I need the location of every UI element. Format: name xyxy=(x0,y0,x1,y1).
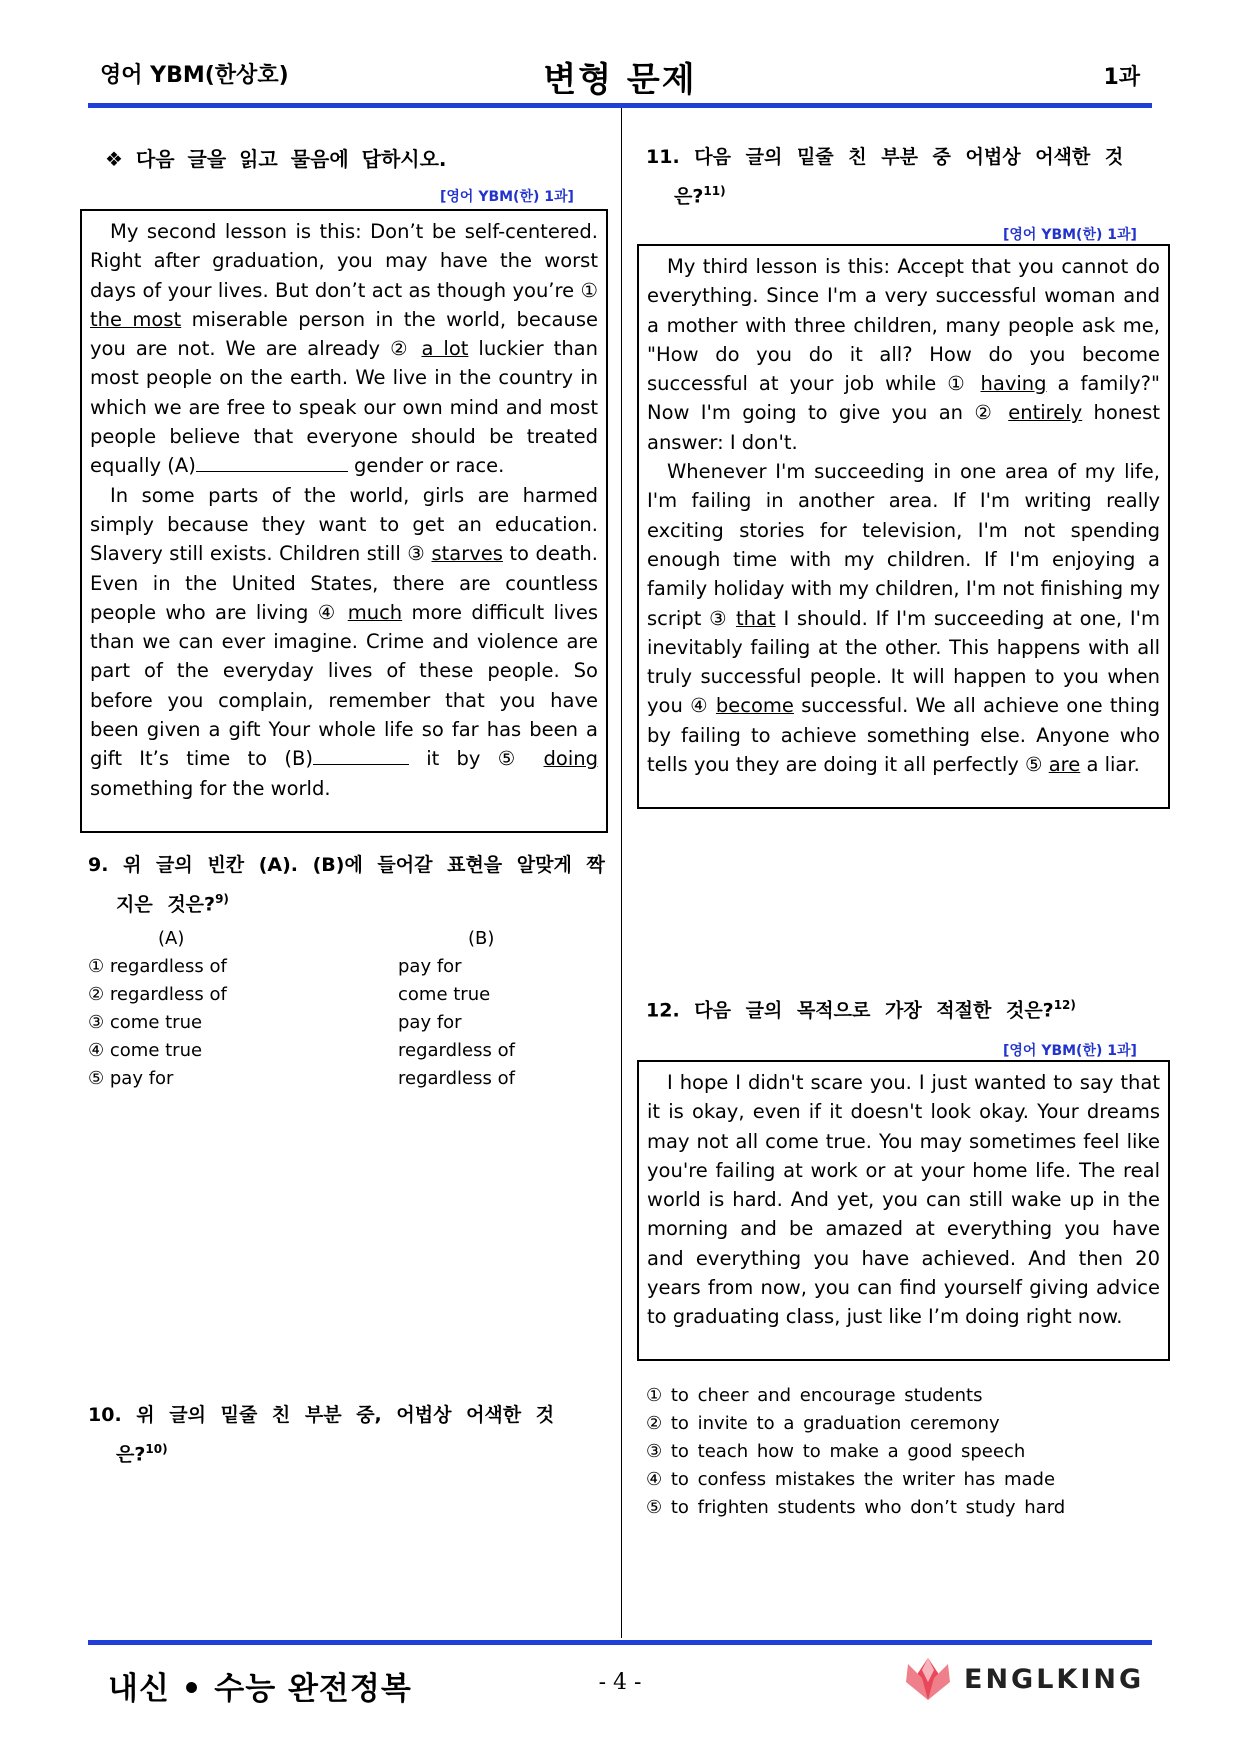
column-divider xyxy=(621,108,622,1638)
question-9-options xyxy=(88,925,515,1093)
header-rule xyxy=(88,103,1152,108)
question-10: 10. 위 글의 밑줄 친 부분 중, 어법상 어색한 것 은?$^{10)}$ xyxy=(88,1404,555,1466)
underlined-3: that xyxy=(736,606,776,630)
paragraph: My third lesson is this: Accept that you cannot do everything. Since I'm a very successful woman and a mother with three children, many people ask me, "How do you do it all? How do you become successful at your job while ① having a family?" Now I'm going to give you an ② entirely honest answer: I don't. xyxy=(647,255,1160,454)
footer-slogan: 내신 • 수능 완전정복 xyxy=(108,1671,412,1707)
underlined-2: entirely xyxy=(1008,401,1083,425)
underlined-1: having xyxy=(980,372,1047,396)
blank-b xyxy=(313,746,409,765)
column-b-header: (B) xyxy=(468,928,495,949)
underlined-4: become xyxy=(715,694,794,718)
column-a-header: (A) xyxy=(158,928,185,949)
passage-lesson-three xyxy=(637,244,1170,809)
passage-graduation xyxy=(637,1060,1170,1361)
underlined-1: the most xyxy=(90,307,182,331)
option-row[interactable]: ④ come true regardless of xyxy=(88,1040,515,1061)
source-tag: [영어 YBM(한) 1과] xyxy=(1003,227,1137,243)
option-row[interactable]: ⑤ to frighten students who don’t study hard xyxy=(646,1497,1066,1518)
option-row[interactable]: ⑤ pay for regardless of xyxy=(88,1068,515,1089)
question-11: 11. 다음 글의 밑줄 친 부분 중 어법상 어색한 것 은?$^{11)}$ xyxy=(646,146,1124,208)
paragraph: In some parts of the world, girls are harmed simply because they want to get an education. Slavery still exists. Children still ③ starves to death. Even in the United States, there are countless people who are living ④ much more difficult lives than we can ever imagine. Crime and violence are part of the everyday lives of these people. So before you complain, remember that you have been given a gift Your whole life so far has been a gift It’s time to (B) it by ⑤ doing something for the world. xyxy=(90,483,599,800)
option-row[interactable]: ② to invite to a graduation ceremony xyxy=(646,1413,1000,1434)
brand-logo xyxy=(900,1654,1144,1704)
option-row[interactable]: ② regardless of come true xyxy=(88,984,491,1005)
question-12-options xyxy=(646,1382,1065,1522)
option-row[interactable]: ① regardless of pay for xyxy=(88,956,462,977)
footer-rule xyxy=(88,1640,1152,1645)
underlined-2: a lot xyxy=(421,337,469,361)
header-subject: 영어 YBM(한상호) xyxy=(100,63,289,88)
instruction: ❖ 다음 글을 읽고 물음에 답하시오. xyxy=(105,147,447,171)
paragraph: Whenever I'm succeeding in one area of my life, I'm failing in another area. If I'm writing really exciting stories for television, I'm not spending enough time with my children. If I'm enjoying a family holiday with my children, I'm not finishing my script ③ that I should. If I'm succeeding at one, I'm inevitably failing at the other. This happens with all truly successful people. It will happen to you when you ④ become successful. We all achieve one thing by failing to achieve something else. Anyone who tells you they are doing it all perfectly ⑤ are a liar. xyxy=(647,460,1160,777)
option-row[interactable]: ① to cheer and encourage students xyxy=(646,1385,983,1406)
underlined-4: much xyxy=(347,600,403,624)
underlined-5: are xyxy=(1048,753,1081,777)
option-row[interactable]: ③ to teach how to make a good speech xyxy=(646,1441,1026,1462)
underlined-5: doing xyxy=(543,747,598,771)
underlined-3: starves xyxy=(431,542,503,566)
option-row[interactable]: ④ to confess mistakes the writer has made xyxy=(646,1469,1056,1490)
crown-icon xyxy=(900,1654,956,1704)
page-title: 변형 문제 xyxy=(543,60,697,100)
paragraph: I hope I didn't scare you. I just wanted to say that it is okay, even if it doesn't look okay. Your dreams may not all come true. You may sometimes feel like you're failing at work or at your home life. The real world is hard. And yet, you can still wake up in the morning and be amazed at everything you have and everything you have achieved. And then 20 years from now, you can find yourself giving advice to graduating class, just like I’m doing right now. xyxy=(647,1071,1160,1329)
logo-text: ENGLKING xyxy=(964,1663,1145,1695)
option-row[interactable]: ③ come true pay for xyxy=(88,1012,462,1033)
source-tag: [영어 YBM(한) 1과] xyxy=(1003,1043,1137,1059)
question-12: 12. 다음 글의 목적으로 가장 적절한 것은?$^{12)}$ xyxy=(646,998,1076,1022)
passage-lesson-two xyxy=(80,209,608,833)
source-tag: [영어 YBM(한) 1과] xyxy=(440,189,574,205)
blank-a xyxy=(196,453,348,472)
paragraph: My second lesson is this: Don’t be self-centered. Right after graduation, you may have the worst days of your lives. But don’t act as though you’re ① the most miserable person in the world, because you are not. We are already ② a lot luckier than most people on the earth. We live in the country in which we are free to speak our own mind and most people believe that everyone should be treated equally (A) gender or race. xyxy=(90,220,599,478)
header-lesson: 1과 xyxy=(1103,65,1140,90)
page-number: - 4 - xyxy=(598,1670,642,1695)
question-9: 9. 위 글의 빈칸 (A). (B)에 들어갈 표현을 알맞게 짝 지은 것은?$^{9)}$ xyxy=(88,854,605,916)
